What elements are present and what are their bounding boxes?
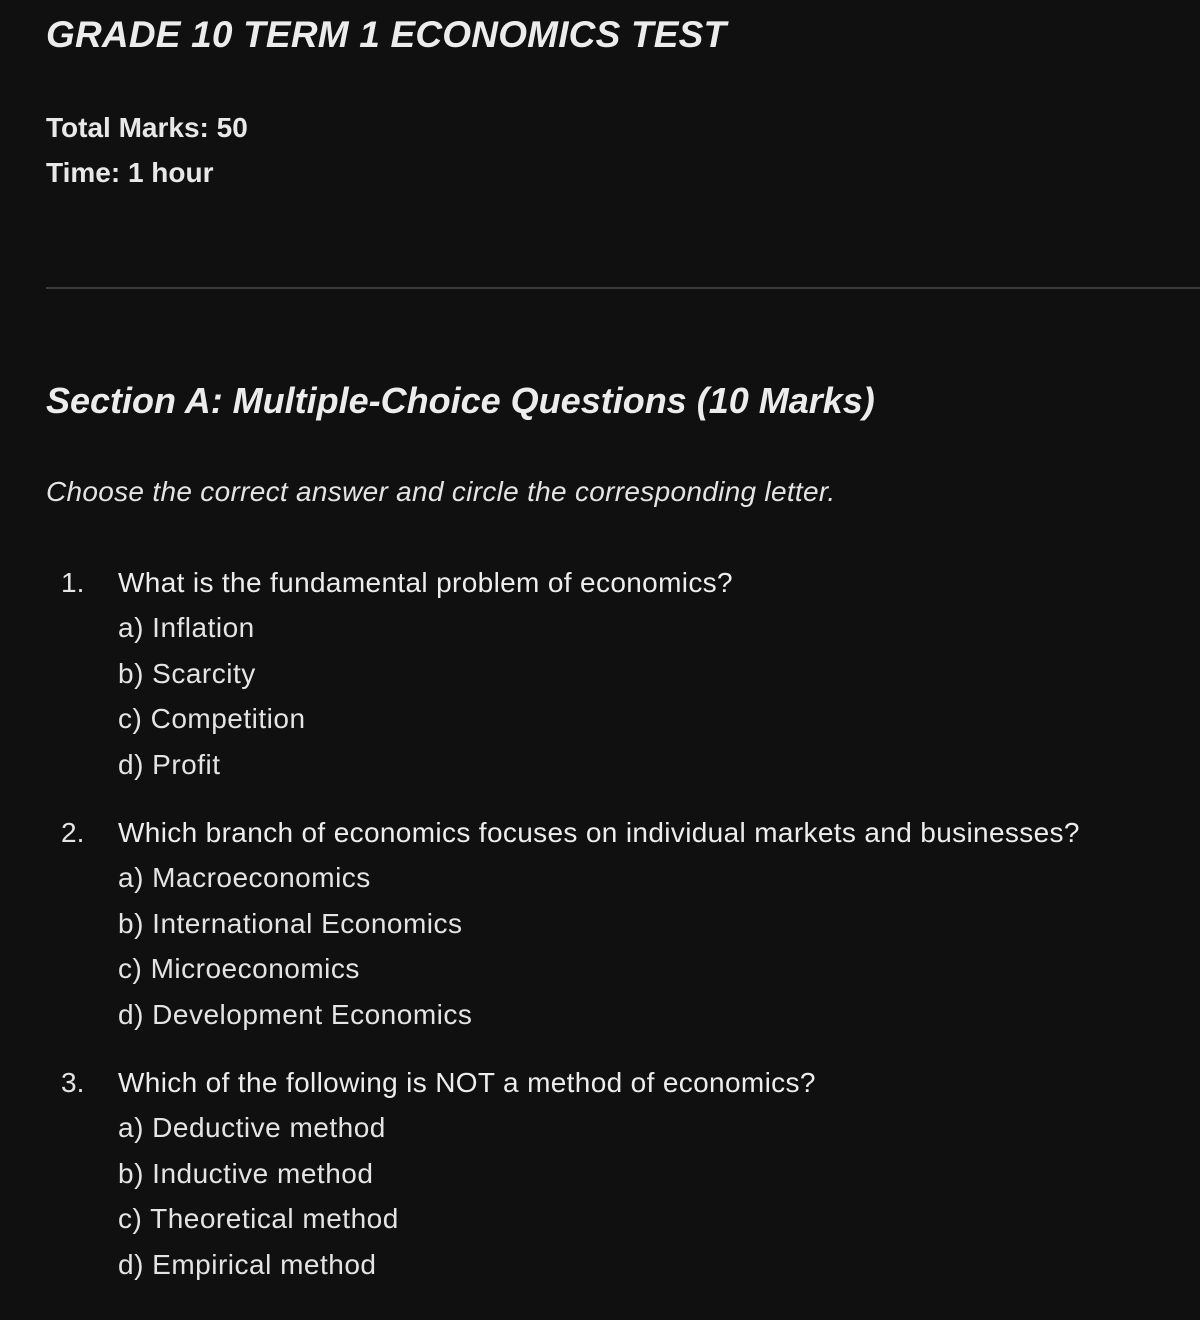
- section-a-heading: Section A: Multiple-Choice Questions (10 Marks): [46, 380, 875, 421]
- answer-option-a: a) Deductive method: [118, 1112, 386, 1143]
- answer-option-c: c) Microeconomics: [118, 953, 360, 984]
- answer-option-b: b) Inductive method: [118, 1157, 374, 1189]
- answer-option-b: b) Scarcity: [118, 657, 256, 689]
- answer-option-d: d) Profit: [118, 748, 221, 780]
- answer-option-c: c) Competition: [118, 703, 306, 734]
- section-a-instructions: Choose the correct answer and circle the corresponding letter.: [46, 476, 836, 507]
- answer-options: [118, 862, 472, 1044]
- question-number: 2.: [61, 817, 85, 848]
- document-title: GRADE 10 TERM 1 ECONOMICS TEST: [46, 14, 727, 55]
- question-number: 1.: [61, 567, 85, 598]
- question-text: What is the fundamental problem of economics?: [118, 567, 733, 598]
- answer-option-a: a) Macroeconomics: [118, 862, 371, 893]
- total-marks: Total Marks: 50: [46, 112, 248, 143]
- answer-option-a: a) Inflation: [118, 612, 255, 643]
- question-text: Which of the following is NOT a method of economics?: [118, 1067, 816, 1098]
- answer-option-c: c) Theoretical method: [118, 1203, 399, 1234]
- horizontal-divider: [46, 287, 1200, 289]
- time-allowed: Time: 1 hour: [46, 157, 214, 188]
- answer-option-d: d) Development Economics: [118, 998, 473, 1030]
- answer-options: [118, 1112, 399, 1294]
- question-number: 3.: [61, 1067, 85, 1098]
- answer-options: [118, 612, 306, 794]
- answer-option-b: b) International Economics: [118, 907, 463, 939]
- question-text: Which branch of economics focuses on individual markets and businesses?: [118, 817, 1080, 848]
- answer-option-d: d) Empirical method: [118, 1248, 377, 1280]
